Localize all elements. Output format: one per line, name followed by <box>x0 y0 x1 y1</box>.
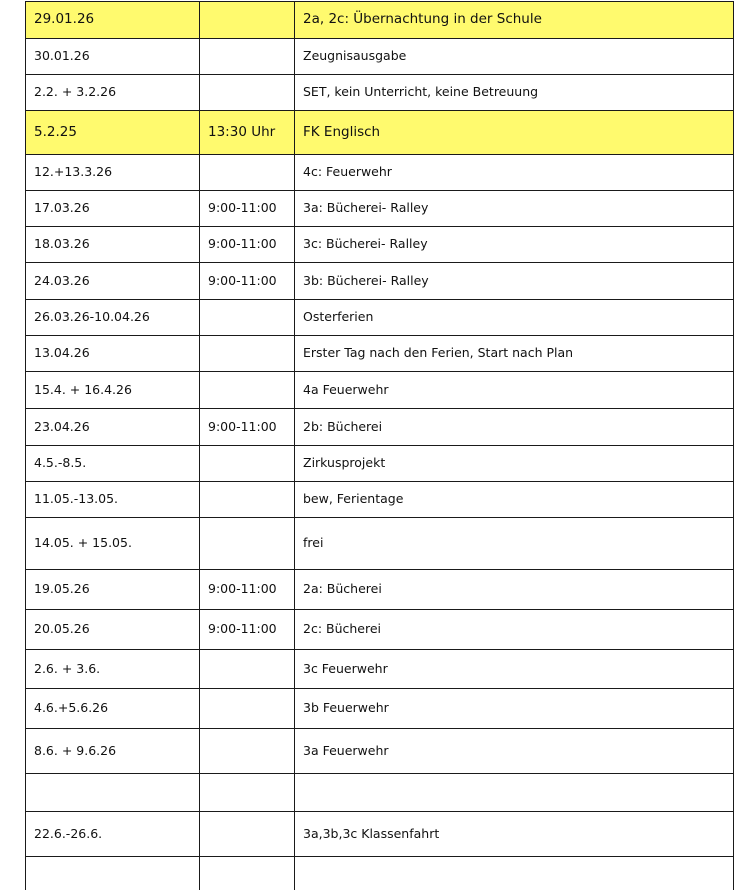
time-cell <box>200 518 295 570</box>
table-row <box>26 155 734 191</box>
time-cell <box>200 857 295 890</box>
date-cell: 14.05. + 15.05. <box>26 518 200 570</box>
date-cell: 20.05.26 <box>26 610 200 650</box>
event-cell: 2c: Bücherei <box>295 610 734 650</box>
time-cell <box>200 336 295 372</box>
event-cell: 2b: Bücherei <box>295 409 734 446</box>
table-row <box>26 263 734 300</box>
date-cell: 18.03.26 <box>26 227 200 263</box>
time-cell: 9:00-11:00 <box>200 409 295 446</box>
time-cell <box>200 482 295 518</box>
event-cell: Zeugnisausgabe <box>295 39 734 75</box>
event-cell: 4a Feuerwehr <box>295 372 734 409</box>
time-cell <box>200 300 295 336</box>
time-cell <box>200 812 295 857</box>
table-row <box>26 689 734 729</box>
time-cell <box>200 729 295 774</box>
table-row <box>26 111 734 155</box>
date-cell: 17.03.26 <box>26 191 200 227</box>
event-cell: 3a: Bücherei- Ralley <box>295 191 734 227</box>
time-cell: 9:00-11:00 <box>200 191 295 227</box>
time-cell <box>200 155 295 191</box>
event-cell: Zirkusprojekt <box>295 446 734 482</box>
table-row <box>26 300 734 336</box>
time-cell: 9:00-11:00 <box>200 610 295 650</box>
time-cell <box>200 39 295 75</box>
table-row <box>26 336 734 372</box>
table-row <box>26 446 734 482</box>
table-row <box>26 409 734 446</box>
event-cell: SET, kein Unterricht, keine Betreuung <box>295 75 734 111</box>
time-cell <box>200 372 295 409</box>
event-cell: 3a,3b,3c Klassenfahrt <box>295 812 734 857</box>
time-cell <box>200 774 295 812</box>
event-cell: 3c Feuerwehr <box>295 650 734 689</box>
table-row <box>26 372 734 409</box>
event-cell: 2a: Bücherei <box>295 570 734 610</box>
date-cell: 23.04.26 <box>26 409 200 446</box>
table-row <box>26 75 734 111</box>
date-cell: 5.2.25 <box>26 111 200 155</box>
date-cell: 4.6.+5.6.26 <box>26 689 200 729</box>
date-cell: 19.05.26 <box>26 570 200 610</box>
event-cell: 4c: Feuerwehr <box>295 155 734 191</box>
table-row <box>26 227 734 263</box>
event-cell <box>295 857 734 890</box>
date-cell: 2.2. + 3.2.26 <box>26 75 200 111</box>
event-cell: 3c: Bücherei- Ralley <box>295 227 734 263</box>
event-cell: bew, Ferientage <box>295 482 734 518</box>
time-cell <box>200 650 295 689</box>
table-row <box>26 570 734 610</box>
date-cell <box>26 857 200 890</box>
date-cell: 11.05.-13.05. <box>26 482 200 518</box>
event-cell: 3b Feuerwehr <box>295 689 734 729</box>
table-row <box>26 774 734 812</box>
event-cell: 3a Feuerwehr <box>295 729 734 774</box>
table-row <box>26 729 734 774</box>
date-cell: 24.03.26 <box>26 263 200 300</box>
date-cell: 15.4. + 16.4.26 <box>26 372 200 409</box>
date-cell: 2.6. + 3.6. <box>26 650 200 689</box>
time-cell <box>200 689 295 729</box>
table-row <box>26 650 734 689</box>
event-cell: frei <box>295 518 734 570</box>
date-cell: 4.5.-8.5. <box>26 446 200 482</box>
time-cell: 9:00-11:00 <box>200 263 295 300</box>
date-cell: 29.01.26 <box>26 2 200 39</box>
time-cell: 9:00-11:00 <box>200 570 295 610</box>
event-cell <box>295 774 734 812</box>
table-row <box>26 2 734 39</box>
time-cell: 13:30 Uhr <box>200 111 295 155</box>
date-cell: 26.03.26-10.04.26 <box>26 300 200 336</box>
event-cell: FK Englisch <box>295 111 734 155</box>
schedule-table <box>25 1 734 890</box>
table-row <box>26 518 734 570</box>
date-cell <box>26 774 200 812</box>
table-row <box>26 482 734 518</box>
event-cell: Osterferien <box>295 300 734 336</box>
event-cell: Erster Tag nach den Ferien, Start nach Plan <box>295 336 734 372</box>
date-cell: 13.04.26 <box>26 336 200 372</box>
time-cell: 9:00-11:00 <box>200 227 295 263</box>
table-row <box>26 39 734 75</box>
time-cell <box>200 446 295 482</box>
table-row <box>26 191 734 227</box>
event-cell: 2a, 2c: Übernachtung in der Schule <box>295 2 734 39</box>
date-cell: 8.6. + 9.6.26 <box>26 729 200 774</box>
date-cell: 30.01.26 <box>26 39 200 75</box>
table-row <box>26 812 734 857</box>
event-cell: 3b: Bücherei- Ralley <box>295 263 734 300</box>
table-row <box>26 857 734 890</box>
table-row <box>26 610 734 650</box>
date-cell: 12.+13.3.26 <box>26 155 200 191</box>
date-cell: 22.6.-26.6. <box>26 812 200 857</box>
time-cell <box>200 2 295 39</box>
time-cell <box>200 75 295 111</box>
